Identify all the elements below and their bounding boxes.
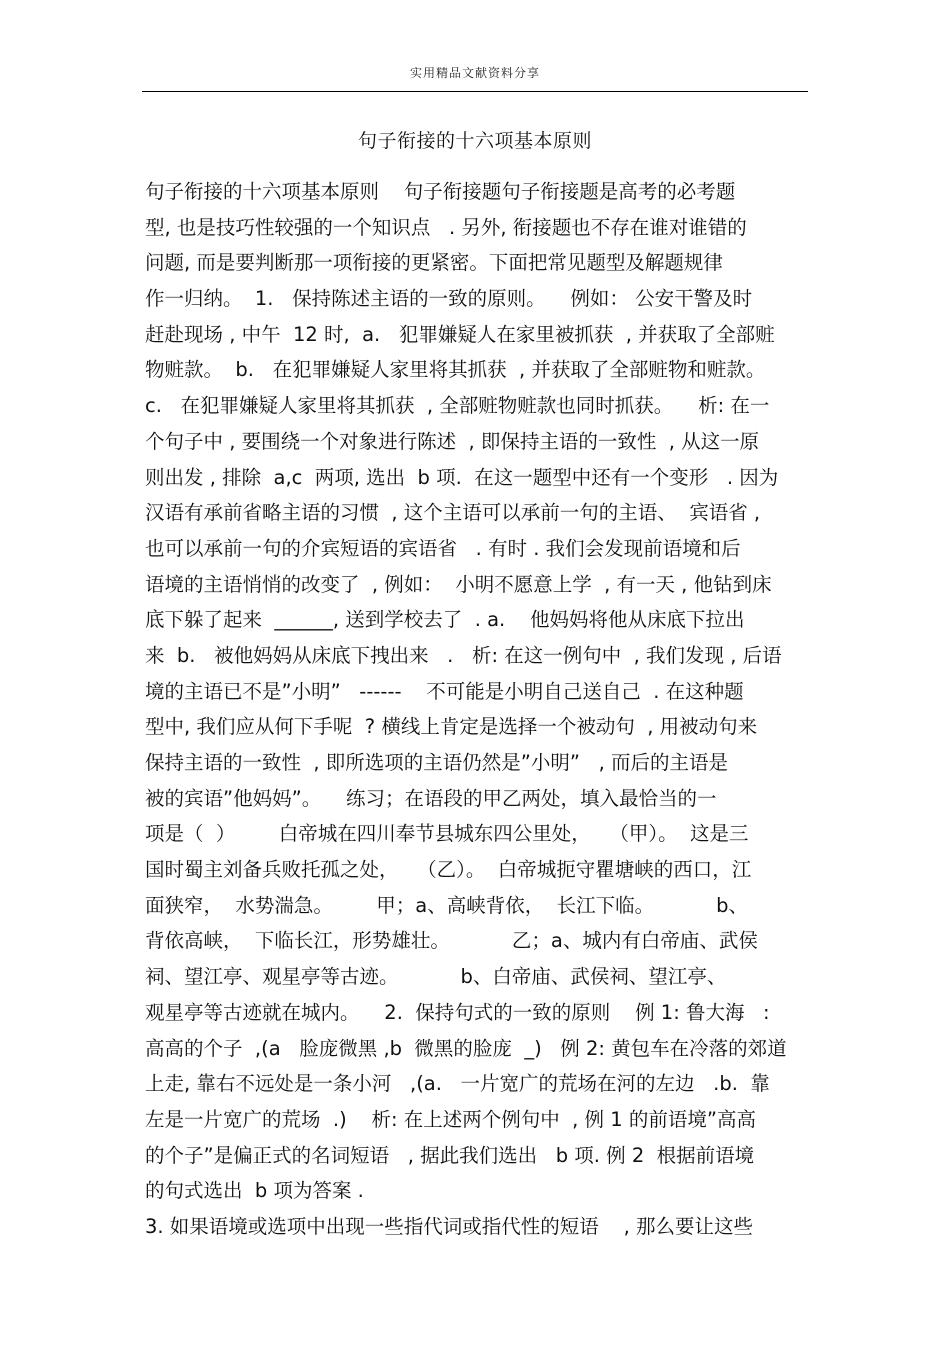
text-line: 左是一片宽广的荒场 .) 析: 在上述两个例句中 , 例 1 的前语境”高高 (145, 1107, 756, 1131)
text-line: 背依高峡， 下临长江，形势雄壮。 乙；a、城内有白帝庙、武侯 (145, 929, 758, 953)
text-line: 祠、望江亭、观星亭等古迹。 b、白帝庙、武侯祠、望江亭、 (145, 965, 727, 989)
document-body (145, 174, 825, 1245)
text-line: 汉语有承前省略主语的习惯 , 这个主语可以承前一句的主语、 宾语省 , (145, 501, 761, 525)
text-line: 上走, 靠右不远处是一条小河 ,(a. 一片宽广的荒场在河的左边 .b. 靠 (145, 1072, 770, 1096)
text-line: 国时蜀主刘备兵败托孤之处， （乙）。 白帝城扼守瞿塘峡的西口，江 (145, 858, 752, 882)
text-line: 3. 如果语境或选项中出现一些指代词或指代性的短语 , 那么要让这些 (145, 1214, 753, 1238)
text-line: 被的宾语”他妈妈”。 练习；在语段的甲乙两处，填入最恰当的一 (145, 786, 717, 810)
text-line: 来 b. 被他妈妈从床底下拽出来 . 析: 在这一例句中 , 我们发现 , 后语 (145, 643, 782, 667)
text-line: 型中, 我们应从何下手呢 ? 横线上肯定是选择一个被动句 , 用被动句来 (145, 715, 758, 739)
text-line: 项是（ ） 白帝城在四川奉节县城东四公里处， （甲）。 这是三 (145, 822, 749, 846)
text-line: c. 在犯罪嫌疑人家里将其抓获 , 全部赃物赃款也同时抓获。 析: 在一 (145, 394, 770, 418)
text-line: 保持主语的一致性 , 即所选项的主语仍然是”小明” , 而后的主语是 (145, 751, 728, 774)
text-line: 则出发 , 排除 a,c 两项, 选出 b 项. 在这一题型中还有一个变形 . 因为 (145, 465, 779, 489)
text-line: 作一归纳。 1. 保持陈述主语的一致的原则。 例如： 公安干警及时 (145, 287, 753, 311)
text-line: 问题, 而是要判断那一项衔接的更紧密。下面把常见题型及解题规律 (145, 251, 723, 275)
text-line: 语境的主语悄悄的改变了 , 例如： 小明不愿意上学 , 有一天 , 他钻到床 (145, 572, 772, 596)
text-line: 物赃款。 b. 在犯罪嫌疑人家里将其抓获 , 并获取了全部赃物和赃款。 (145, 358, 766, 382)
text-line: 赶赴现场 , 中午 12 时, a. 犯罪嫌疑人在家里被抓获 , 并获取了全部赃 (145, 322, 775, 346)
text-line: 底下躲了起来 ______, 送到学校去了 . a. 他妈妈将他从床底下拉出 (145, 608, 745, 632)
text-line: 型, 也是技巧性较强的一个知识点 . 另外, 衔接题也不存在谁对谁错的 (145, 215, 747, 239)
header-rule (142, 91, 808, 92)
text-line: 高高的个子 ,(a 脸庞微黑 ,b 微黑的脸庞 _) 例 2: 黄包车在冷落的郊道 (145, 1036, 787, 1060)
text-line: 观星亭等古迹就在城内。 2. 保持句式的一致的原则 例 1: 鲁大海 : (145, 1000, 770, 1024)
page-header: 实用精品文献资料分享 (409, 66, 540, 80)
text-line: 个句子中 , 要围绕一个对象进行陈述 , 即保持主语的一致性 , 从这一原 (145, 429, 760, 453)
document-title: 句子衔接的十六项基本原则 (357, 130, 592, 152)
text-line: 句子衔接的十六项基本原则 句子衔接题句子衔接题是高考的必考题 (145, 180, 736, 203)
text-line: 的句式选出 b 项为答案 . (145, 1179, 364, 1203)
text-line: 的个子”是偏正式的名词短语 , 据此我们选出 b 项. 例 2 根据前语境 (145, 1143, 755, 1167)
text-line: 也可以承前一句的介宾短语的宾语省 . 有时 . 我们会发现前语境和后 (145, 536, 741, 560)
text-line: 面狭窄， 水势湍急。 甲；a、高峡背依， 长江下临。 b、 (145, 893, 748, 917)
text-line: 境的主语已不是”小明” ------ 不可能是小明自己送自己 . 在这种题 (145, 679, 744, 703)
